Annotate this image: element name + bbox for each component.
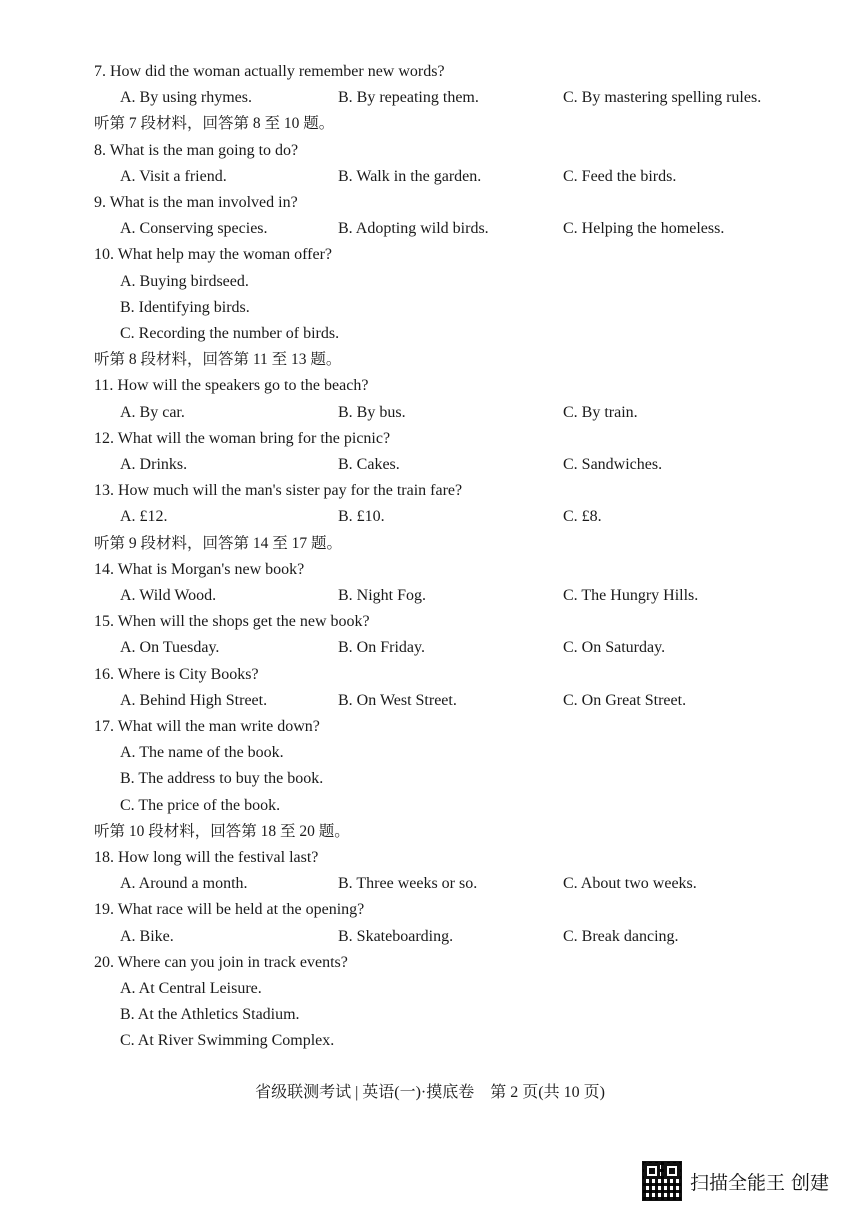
- section-instruction: 听第 10 段材料，回答第 18 至 20 题。: [94, 822, 350, 840]
- option-a: A. Buying birdseed.: [120, 272, 249, 290]
- option-b: B. Walk in the garden.: [338, 167, 482, 185]
- option-c: C. About two weeks.: [563, 875, 697, 893]
- option-c: C. Break dancing.: [563, 927, 679, 945]
- options-row: [0, 635, 860, 661]
- question-text: 14. What is Morgan's new book?: [94, 560, 305, 578]
- options-row: [0, 688, 860, 714]
- question-text: 17. What will the man write down?: [94, 718, 320, 735]
- option-a: A. Wild Wood.: [120, 587, 217, 604]
- section-heading: [0, 347, 860, 373]
- question-row: [0, 242, 860, 268]
- options-row: [0, 504, 860, 530]
- option-row: [0, 295, 860, 321]
- option-b: B. Cakes.: [338, 456, 400, 473]
- options-row: [0, 85, 860, 111]
- question-row: [0, 845, 860, 871]
- options-row: [0, 216, 860, 242]
- option-a: A. The name of the book.: [120, 744, 284, 762]
- option-a: A. Behind High Street.: [120, 691, 268, 709]
- option-row: [0, 1002, 860, 1028]
- option-b: B. Night Fog.: [338, 587, 427, 604]
- option-a: A. By car.: [120, 403, 185, 421]
- watermark-text: 扫描全能王 创建: [690, 1171, 830, 1194]
- option-c: C. On Great Street.: [563, 691, 687, 709]
- option-c: C. £8.: [563, 508, 602, 526]
- options-row: [0, 871, 860, 897]
- question-row: [0, 59, 860, 85]
- options-row: [0, 583, 860, 609]
- option-c: C. Recording the number of birds.: [120, 325, 340, 342]
- question-row: [0, 138, 860, 164]
- question-text: 10. What help may the woman offer?: [94, 246, 332, 264]
- option-b: B. Identifying birds.: [120, 298, 250, 316]
- question-row: [0, 190, 860, 216]
- option-c: C. The Hungry Hills.: [563, 587, 699, 604]
- question-text: 16. Where is City Books?: [94, 665, 259, 683]
- question-text: 8. What is the man going to do?: [94, 141, 299, 159]
- option-b: B. At the Athletics Stadium.: [120, 1006, 300, 1024]
- option-b: B. On West Street.: [338, 691, 457, 709]
- option-c: C. By train.: [563, 403, 638, 421]
- option-b: B. £10.: [338, 508, 385, 526]
- option-c: C. By mastering spelling rules.: [563, 89, 762, 107]
- option-a: A. £12.: [120, 508, 168, 526]
- question-row: [0, 609, 860, 635]
- qr-code-icon: [642, 1161, 682, 1201]
- option-b: B. Adopting wild birds.: [338, 220, 489, 238]
- section-heading: [0, 531, 860, 557]
- option-c: C. Sandwiches.: [563, 456, 663, 473]
- section-instruction: 听第 8 段材料，回答第 11 至 13 题。: [94, 351, 342, 369]
- option-row: [0, 976, 860, 1002]
- option-b: B. By repeating them.: [338, 89, 479, 107]
- option-row: [0, 740, 860, 766]
- option-a: A. Drinks.: [120, 456, 188, 473]
- option-c: C. At River Swimming Complex.: [120, 1032, 335, 1050]
- option-b: B. The address to buy the book.: [120, 770, 324, 788]
- question-text: 12. What will the woman bring for the picnic?: [94, 429, 391, 447]
- page-footer: 省级联测考试 | 英语(一)·摸底卷 第 2 页(共 10 页): [255, 1084, 605, 1101]
- option-b: B. Three weeks or so.: [338, 875, 478, 893]
- question-row: [0, 373, 860, 399]
- question-text: 13. How much will the man's sister pay for the train fare?: [94, 482, 463, 500]
- option-b: B. Skateboarding.: [338, 927, 454, 945]
- question-text: 9. What is the man involved in?: [94, 194, 298, 211]
- option-a: A. Conserving species.: [120, 220, 268, 238]
- option-c: C. The price of the book.: [120, 796, 281, 814]
- question-text: 15. When will the shops get the new book?: [94, 613, 370, 631]
- section-heading: [0, 111, 860, 137]
- options-row: [0, 164, 860, 190]
- option-a: A. At Central Leisure.: [120, 980, 262, 997]
- options-row: [0, 924, 860, 950]
- option-b: B. On Friday.: [338, 639, 425, 657]
- question-row: [0, 897, 860, 923]
- question-text: 20. Where can you join in track events?: [94, 953, 348, 971]
- question-row: [0, 662, 860, 688]
- question-text: 19. What race will be held at the opening?: [94, 901, 365, 919]
- option-row: [0, 766, 860, 792]
- section-instruction: 听第 9 段材料，回答第 14 至 17 题。: [94, 534, 343, 552]
- option-row: [0, 1028, 860, 1054]
- option-a: A. Bike.: [120, 927, 174, 945]
- option-c: C. On Saturday.: [563, 639, 666, 657]
- option-a: A. By using rhymes.: [120, 89, 252, 107]
- section-heading: [0, 819, 860, 845]
- options-row: [0, 452, 860, 478]
- question-row: [0, 950, 860, 976]
- options-row: [0, 400, 860, 426]
- option-b: B. By bus.: [338, 403, 406, 421]
- option-row: [0, 269, 860, 295]
- section-instruction: 听第 7 段材料，回答第 8 至 10 题。: [94, 115, 335, 133]
- option-a: A. Visit a friend.: [120, 167, 227, 185]
- option-c: C. Helping the homeless.: [563, 220, 725, 238]
- option-a: A. On Tuesday.: [120, 639, 220, 657]
- option-a: A. Around a month.: [120, 875, 248, 893]
- option-row: [0, 793, 860, 819]
- option-c: C. Feed the birds.: [563, 167, 677, 185]
- question-row: [0, 478, 860, 504]
- question-text: 7. How did the woman actually remember new words?: [94, 63, 445, 80]
- question-text: 11. How will the speakers go to the beach?: [94, 377, 369, 395]
- question-row: [0, 557, 860, 583]
- question-row: [0, 426, 860, 452]
- option-row: [0, 321, 860, 347]
- question-row: [0, 714, 860, 740]
- scanner-watermark: [642, 1161, 829, 1201]
- question-text: 18. How long will the festival last?: [94, 849, 319, 866]
